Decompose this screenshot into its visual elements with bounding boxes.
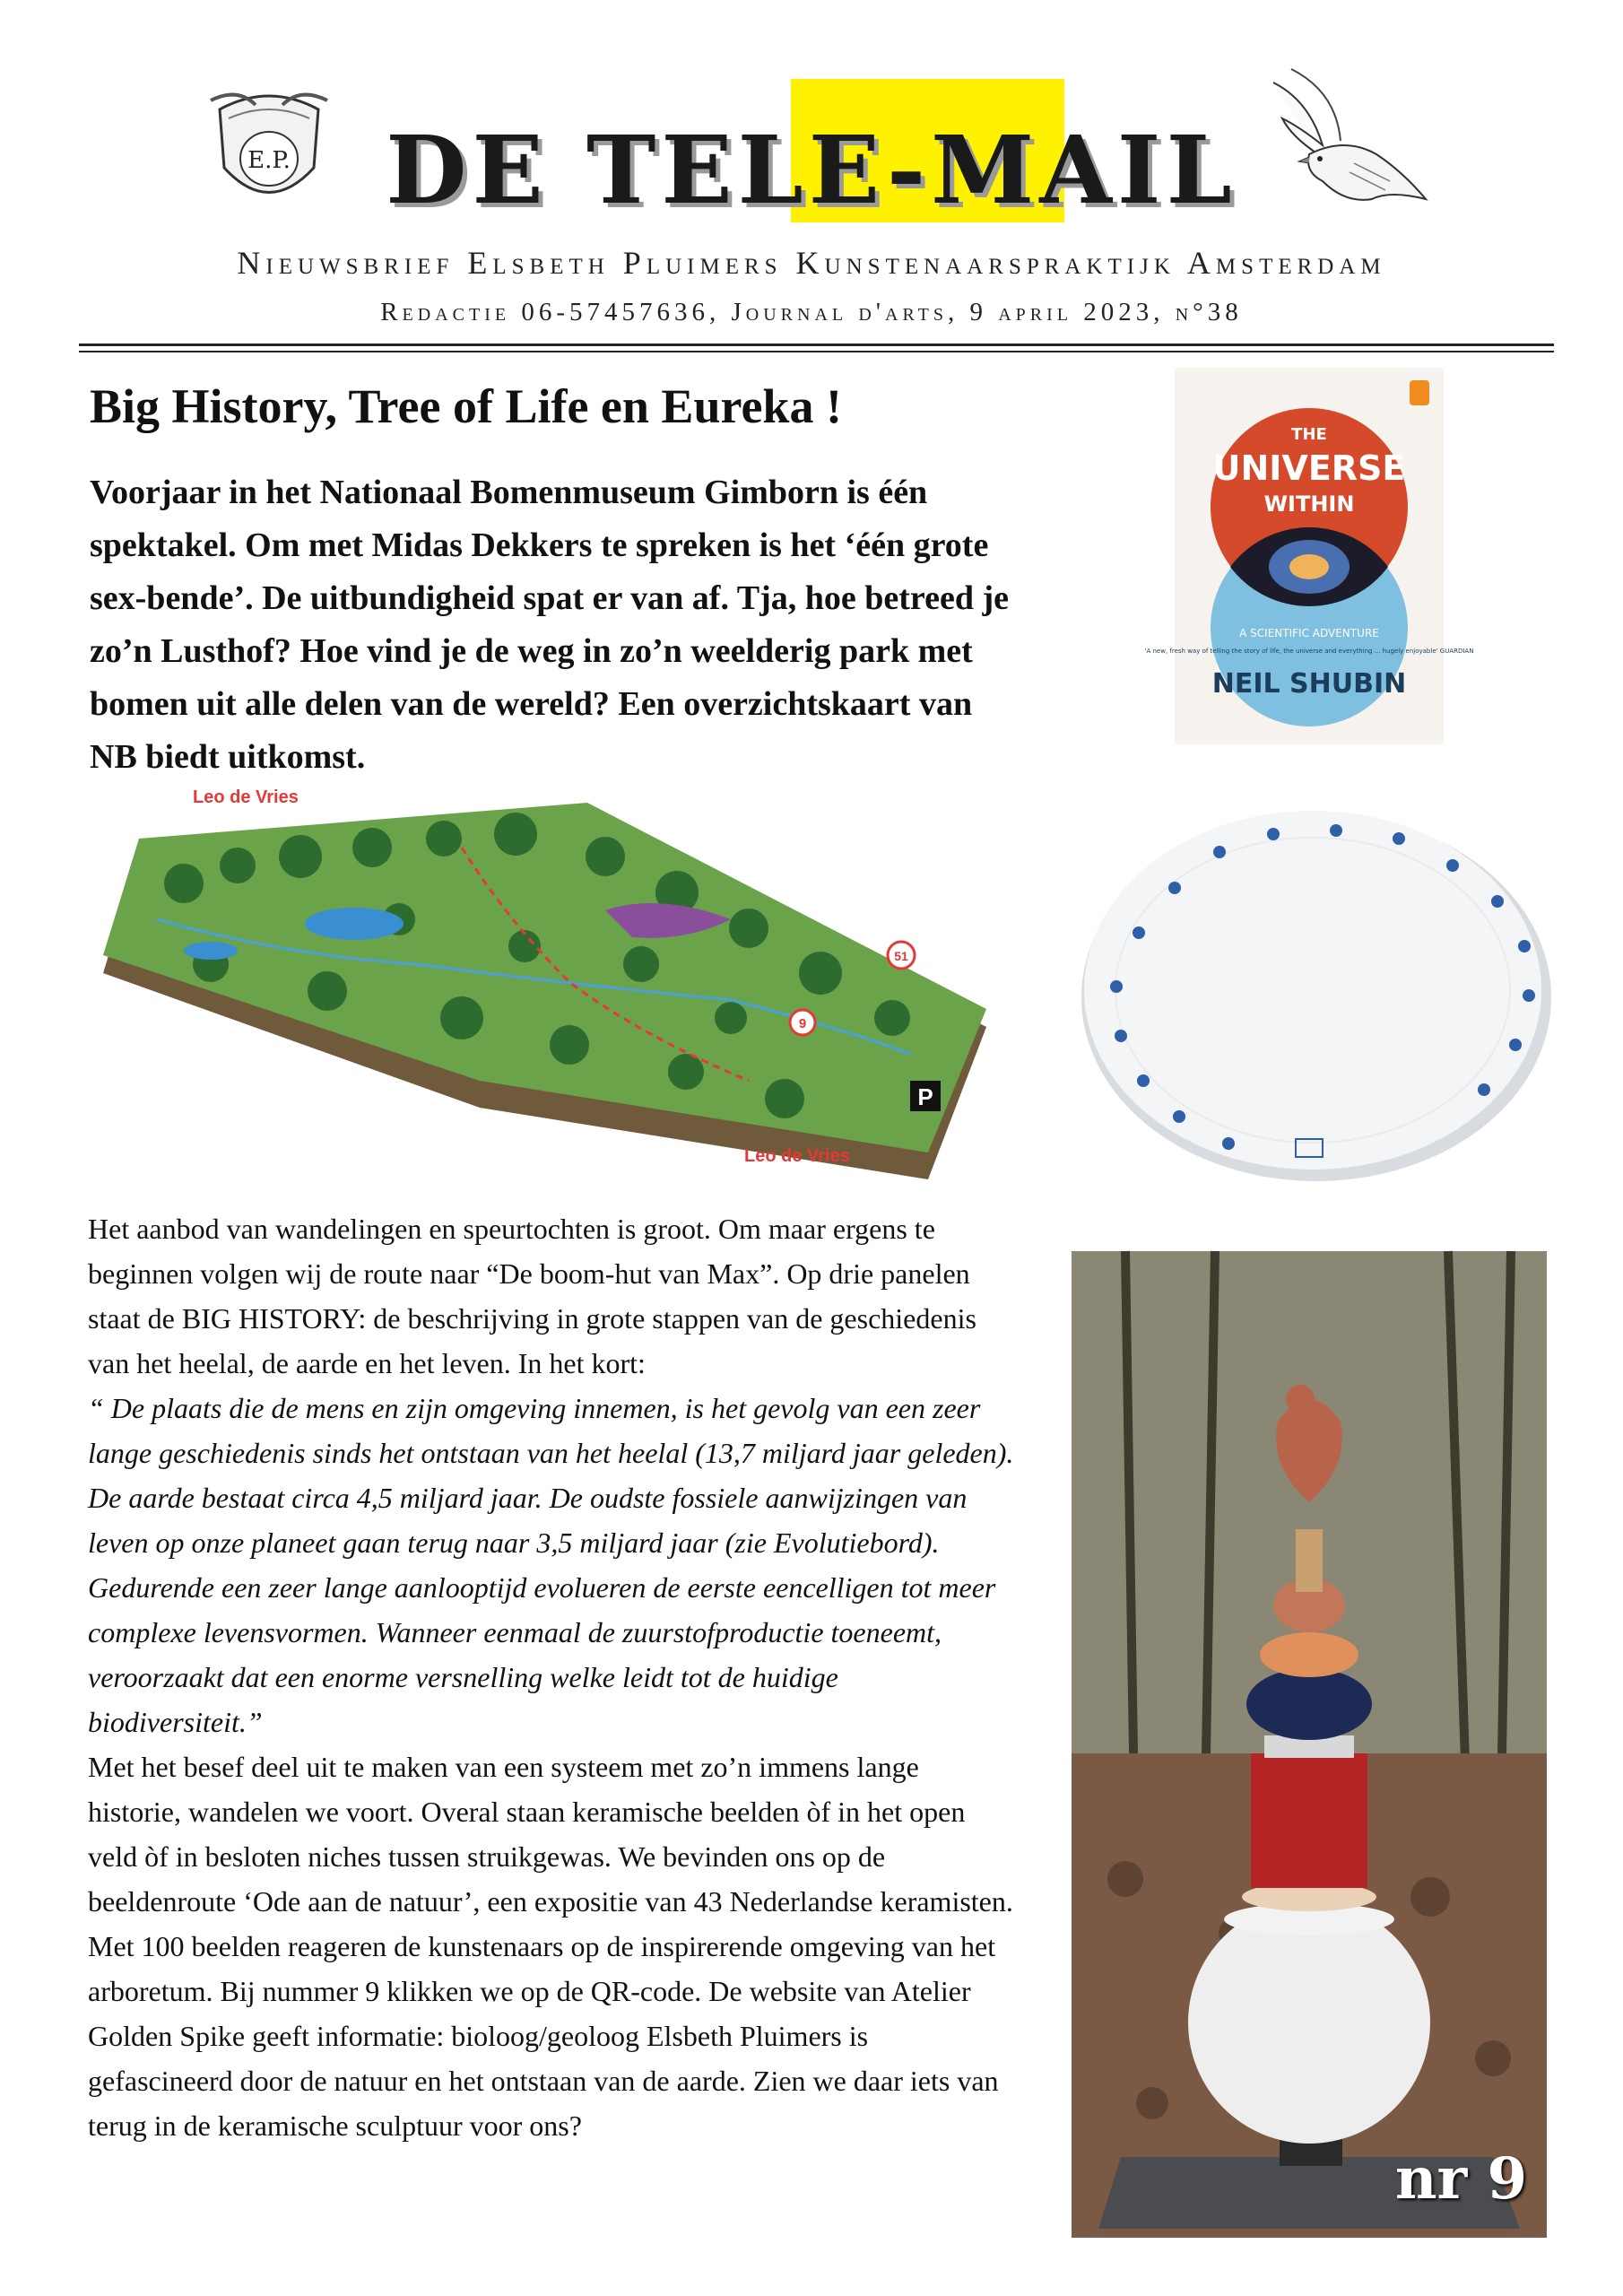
newsletter-subtitle: Nieuwsbrief Elsbeth Pluimers Kunstenaarspraktijk Amsterdam (237, 245, 1386, 281)
divider (79, 351, 1554, 352)
svg-text:WITHIN: WITHIN (1263, 491, 1355, 517)
svg-text:NEIL SHUBIN: NEIL SHUBIN (1211, 668, 1407, 700)
svg-text:9: 9 (798, 1016, 807, 1031)
svg-text:51: 51 (894, 949, 908, 963)
masthead-title: DE TELE-MAIL (386, 115, 1237, 225)
svg-text:E.P.: E.P. (247, 147, 291, 174)
crest-logo (202, 83, 336, 217)
sculpture-caption: nr 9 (1394, 2145, 1527, 2213)
dove-icon (1255, 65, 1435, 235)
quote: “ De plaats die de mens en zijn omgeving innemen, is het gevolg van een zeer lange geschiedenis sinds het ontstaan van het heelal (13,7 miljard jaar geleden). De aarde bestaat circa 4,5 miljard jaar. De oudste fossiele aanwijzingen van leven op onze planeet gaan terug naar 3,5 miljard jaar (zie Evolutiebord). Gedurende een zeer lange aanlooptijd evolueren de eerste eencelligen tot meer complexe levensvormen. Wanneer eenmaal de zuurstofproductie toeneemt, veroorzaakt dat een enorme versnelling welke leidt tot de huidige biodiversiteit.” (88, 1392, 1014, 1738)
ceramic-plate-image (1076, 798, 1556, 1184)
svg-text:THE: THE (1291, 425, 1327, 444)
svg-text:UNIVERSE: UNIVERSE (1212, 448, 1406, 488)
svg-text:P: P (917, 1083, 933, 1110)
svg-text:A SCIENTIFIC ADVENTURE: A SCIENTIFIC ADVENTURE (1239, 627, 1379, 639)
park-map-image (103, 785, 986, 1179)
divider (79, 344, 1554, 346)
svg-text:Leo de Vries: Leo de Vries (193, 787, 299, 807)
article-body (88, 1206, 1016, 2148)
body-paragraph: Het aanbod van wandelingen en speurtochten is groot. Om maar ergens te beginnen volgen wij de route naar “De boom-hut van Max”. Op drie panelen staat de BIG HISTORY: de beschrijving in grote stappen van de geschiedenis van het heelal, de aarde en het leven. In het kort: (88, 1213, 976, 1379)
sculpture-photo (1072, 1251, 1547, 2238)
article-lead: Voorjaar in het Nationaal Bomenmuseum Gimborn is één spektakel. Om met Midas Dekkers te spreken is het ‘één grote sex-bende’. De uitbundigheid spat er van af. Tja, hoe betreed je zo’n Lusthof? Hoe vind je de weg in zo’n weelderig park met bomen uit alle delen van de wereld? Een overzichtskaart van NB biedt uitkomst. (90, 474, 1009, 776)
svg-text:Leo de Vries: Leo de Vries (744, 1146, 850, 1166)
masthead (386, 108, 1237, 229)
issue-line: Redactie 06-57457636, Journal d'arts, 9 april 2023, n°38 (380, 298, 1243, 326)
book-cover-image (1144, 368, 1474, 744)
svg-text:'A new, fresh way of telling t: 'A new, fresh way of telling the story of life, the universe and everything ... hugely enjoyable' GUARDIAN (1144, 648, 1474, 655)
article-headline: Big History, Tree of Life en Eureka ! (90, 379, 842, 433)
body-paragraph: Met het besef deel uit te maken van een systeem met zo’n immens lange historie, wandelen we voort. Overal staan keramische beelden òf in het open veld òf in besloten niches tussen struikgewas. We bevinden ons op de beeldenroute ‘Ode aan de natuur’, een expositie van 43 Nederlandse keramisten. Met 100 beelden reageren de kunstenaars op de inspirerende omgeving van het arboretum. Bij nummer 9 klikken we op de QR-code. De website van Atelier Golden Spike geeft informatie: bioloog/geoloog Elsbeth Pluimers is gefascineerd door de natuur en het ontstaan van de aarde. Zien we daar iets van terug in de keramische sculptuur voor ons? (88, 1751, 1013, 2142)
